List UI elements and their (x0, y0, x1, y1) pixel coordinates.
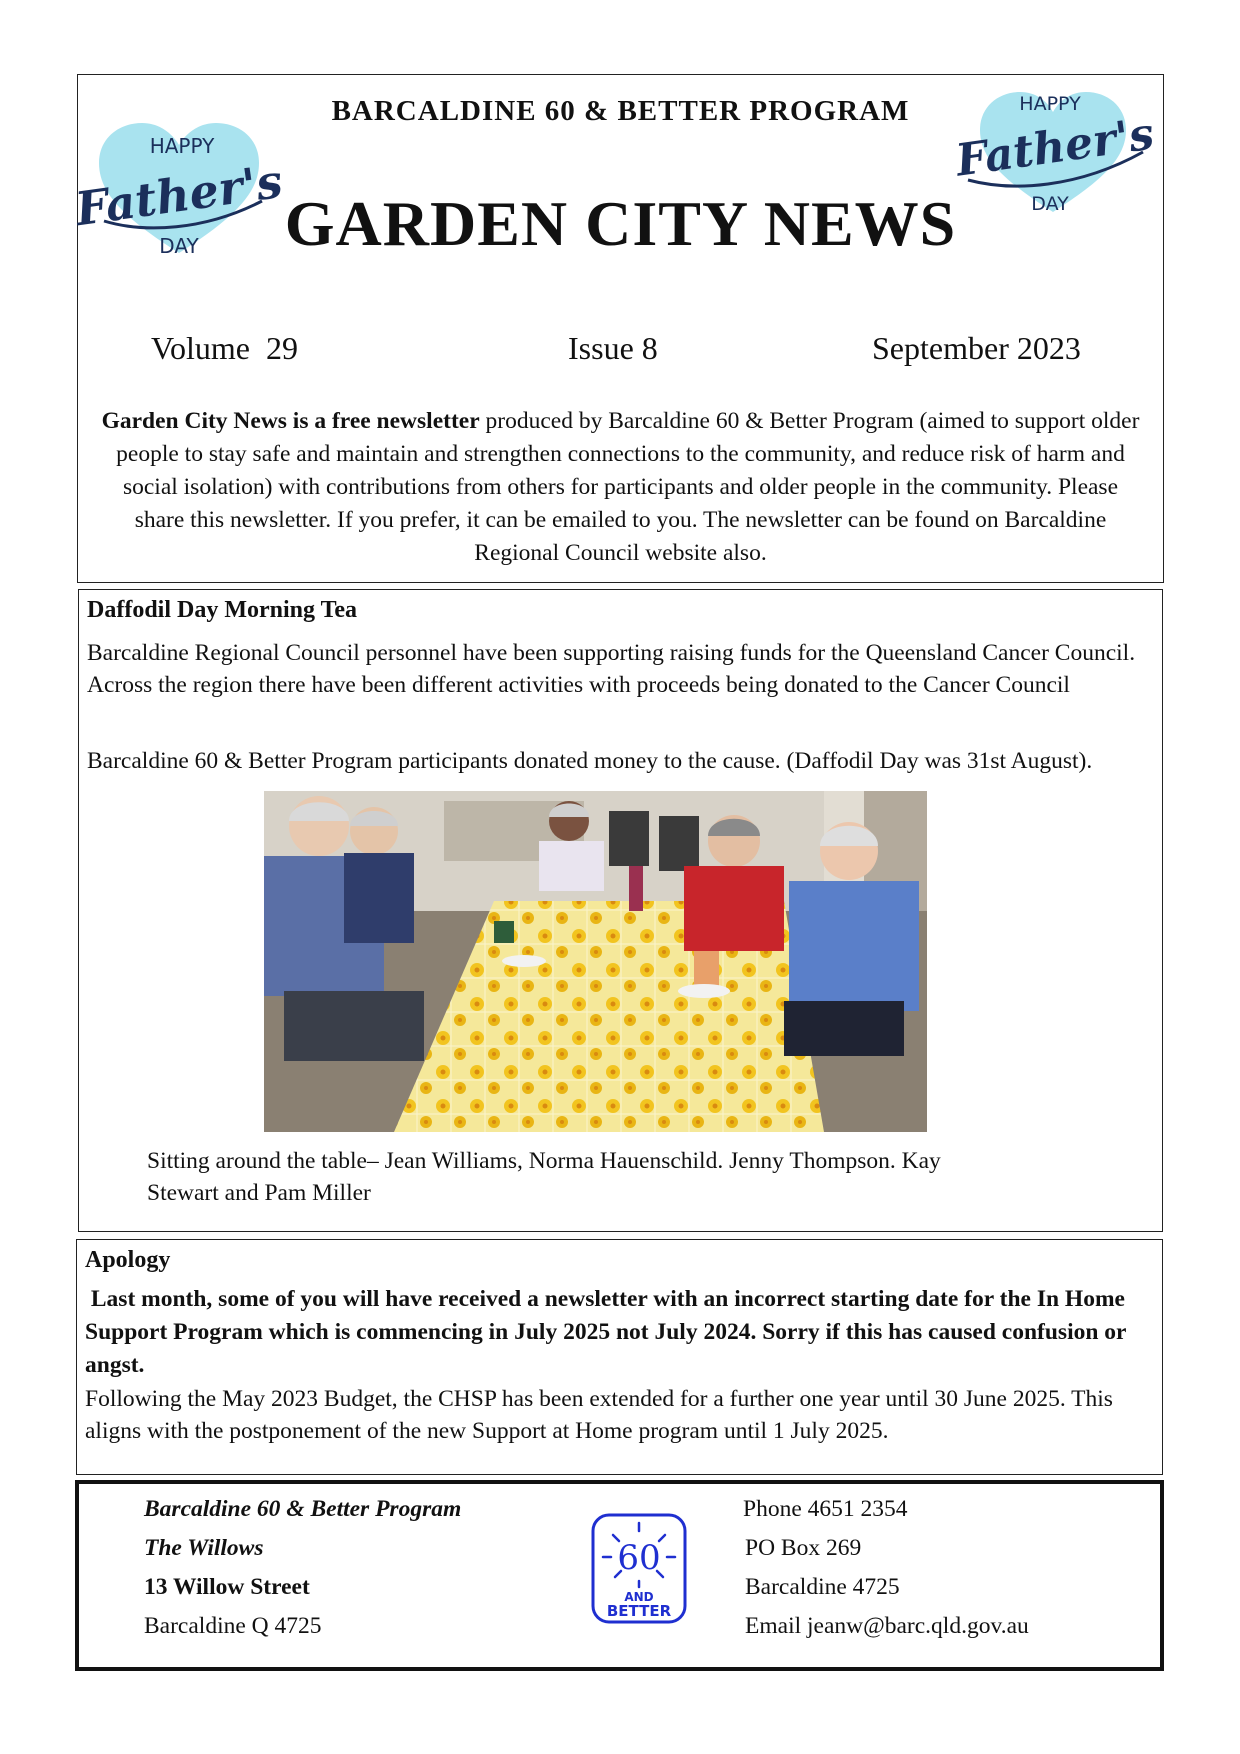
postal-town: Barcaldine 4725 (745, 1574, 900, 1600)
badge-top-text: HAPPY (1019, 93, 1081, 115)
org-name: Barcaldine 60 & Better Program (144, 1496, 462, 1522)
section-paragraph: Barcaldine 60 & Better Program participants donated money to the cause. (Daffodil Day was 31st August). (87, 748, 1093, 774)
badge-top-text: HAPPY (149, 134, 215, 158)
phone-number: Phone 4651 2354 (743, 1496, 908, 1522)
fathers-day-heart-graphic (952, 80, 1158, 220)
logo-better: BETTER (606, 1602, 672, 1620)
morning-tea-photo (264, 791, 927, 1132)
section-paragraph: Barcaldine Regional Council personnel have been supporting raising funds for the Queensland Cancer Council. Across the region there have been different activities with proceeds being donated to the Cancer Council (87, 640, 1136, 698)
building-name: The Willows (144, 1535, 264, 1561)
apology-bold-paragraph: Last month, some of you will have received a newsletter with an incorrect starting date for the In Home Support Program which is commencing in July 2025 not July 2024. Sorry if this has caused confusion or angst. (85, 1286, 1132, 1378)
fathers-day-badge (952, 80, 1158, 220)
email-address[interactable]: Email jeanw@barc.qld.gov.au (745, 1613, 1029, 1639)
section-heading: Apology (85, 1247, 171, 1273)
badge-bottom-text: DAY (1031, 193, 1069, 215)
contact-footer (75, 1480, 1164, 1671)
logo-and: AND (624, 1590, 654, 1604)
street-address: 13 Willow Street (144, 1574, 310, 1600)
daffodil-day-section (78, 589, 1163, 1232)
sixty-and-better-logo (589, 1511, 689, 1626)
issue-number: Issue 8 (568, 330, 658, 366)
volume-number: Volume 29 (151, 330, 298, 366)
apology-section (76, 1239, 1163, 1475)
newsletter-header (72, 74, 1164, 583)
intro-text: produced by Barcaldine 60 & Better Program (aimed to support older people to stay safe and maintain and strengthen connections to the community, and reduce risk of harm and social isolation) with contributions from others for participants and older people in the community. Please share this newsletter. If you prefer, it can be emailed to you. The newsletter can be found on Barcaldine Regional Council website also. (116, 408, 1140, 566)
newsletter-title: GARDEN CITY NEWS (284, 188, 957, 259)
logo-number: 60 (617, 1538, 661, 1578)
town-address: Barcaldine Q 4725 (144, 1613, 322, 1639)
badge-middle-text: Father's (72, 153, 286, 237)
intro-paragraph (96, 405, 1145, 570)
program-name: BARCALDINE 60 & BETTER PROGRAM (331, 95, 910, 127)
intro-bold-text: Garden City News is a free newsletter (101, 408, 480, 434)
section-paragraph: Following the May 2023 Budget, the CHSP has been extended for a further one year until 30 June 2025. This aligns with the postponement of the new Support at Home program until 1 July 2025. (85, 1386, 1113, 1444)
badge-bottom-text: DAY (159, 234, 199, 258)
issue-date: September 2023 (872, 330, 1081, 366)
badge-middle-text: Father's (952, 108, 1158, 187)
photo-caption: Sitting around the table– Jean Williams, Norma Hauenschild. Jenny Thompson. Kay Stewart and Pam Miller (147, 1148, 941, 1206)
section-heading: Daffodil Day Morning Tea (87, 597, 358, 623)
po-box: PO Box 269 (745, 1535, 862, 1561)
